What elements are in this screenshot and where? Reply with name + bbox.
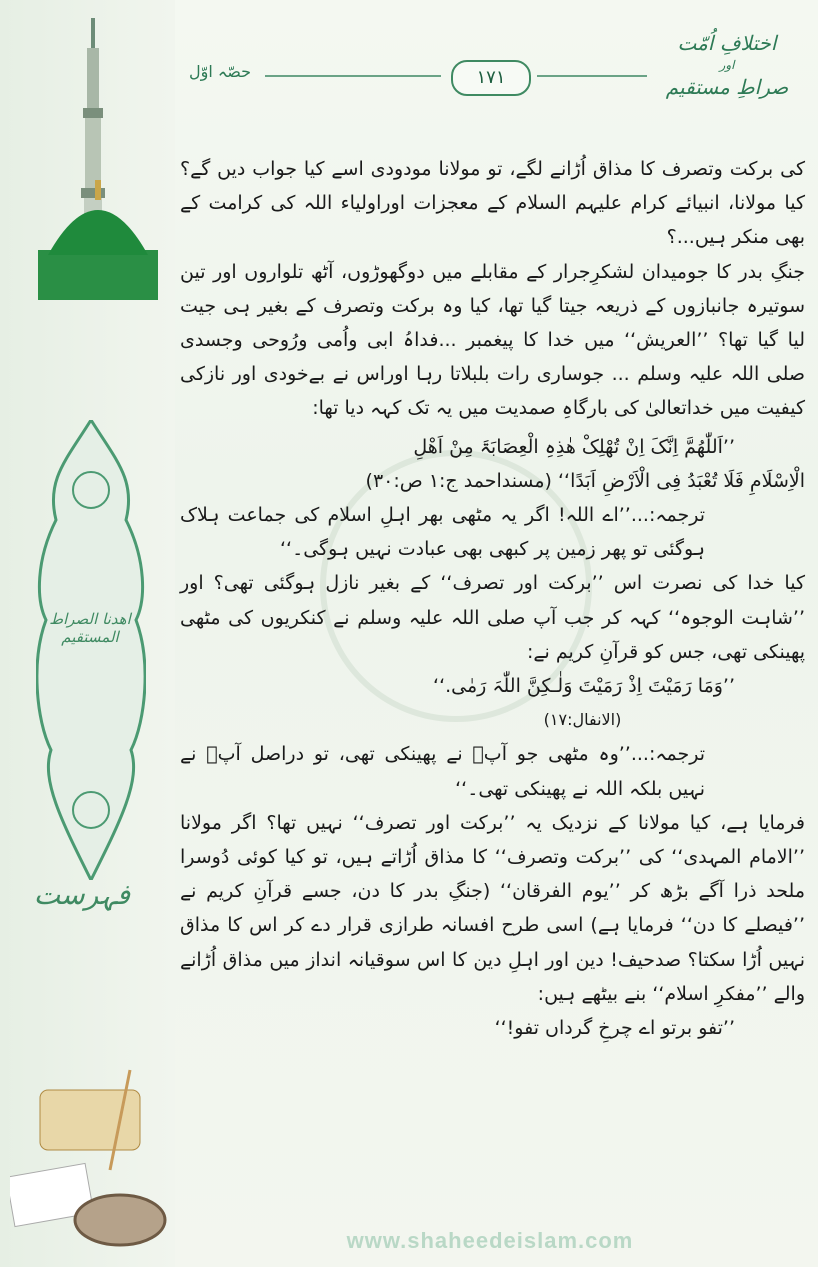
arabic-verse: ’’وَمَا رَمَیْتَ اِذْ رَمَیْتَ وَلٰـکِنَّ اللّٰہَ رَمٰی.‘‘ <box>433 675 735 698</box>
ornament-line-left <box>265 75 441 77</box>
closing-verse: ’’تفو برتو اے چرخِ گرداں تفو!‘‘ <box>494 1017 735 1040</box>
part-label: حصّہ اوّل <box>188 62 252 81</box>
panel-calligraphy: اهدنا الصراط المستقیم <box>49 610 131 646</box>
website-url[interactable]: www.shaheedeislam.com <box>346 1228 634 1253</box>
verse-reference: (الانفال:۱۷) <box>543 710 622 730</box>
paragraph: جنگِ بدر کا جومیدان لشکرِجرار کے مقابلے میں دوگھوڑوں، آٹھ تلواروں اور تین سوتیرہ جانبازوں کے ذریعہ جیتا گیا تھا، کیا وہ برکت وتصرف کے بغیر ہی جیت لیا گیا تھا؟ ’’العریش‘‘ میں خدا کا پیغمبر ...فداہُ ابی واُمی ورُوحی وجسدی صلی اللہ علیہ وسلم ... جوساری رات بلبلاتا رہا اوراس نے بےخودی اور نازکی کیفیت میں خداتعالیٰ کی بارگاہِ صمدیت میں یہ تک کہہ دیا تھا: <box>180 260 805 420</box>
green-dome-icon <box>28 180 168 300</box>
arabic-verse: الْاِسْلَامِ فَلَا تُعْبَدُ فِی الْاَرْضِ اَبَدًا‘‘ (مسنداحمد ج:۱ ص:۳۰) <box>365 469 805 492</box>
page-body <box>180 152 805 1045</box>
paragraph: فرمایا ہے، کیا مولانا کے نزدیک یہ ’’برکت اور تصرف‘‘ نہیں تھا؟ اگر مولانا ’’الامام المہدی‘‘ کی ’’برکت وتصرف‘‘ کا مذاق اُڑاتے ہیں، تو کیا کوئی دُوسرا ملحد ذرا آگے بڑھ کر ’’یوم الفرقان‘‘ (جنگِ بدر کا دن، جسے قرآنِ کریم نے ’’فیصلے کا دن‘‘ فرمایا ہے) اسی طرح افسانہ طرازی قرار دے کر اس کا مذاق نہیں اُڑا سکتا؟ صدحیف! دین اور اہلِ دین کا اس سوقیانہ انداز میں مذاق اُڑانے والے ’’مفکرِ اسلام‘‘ بنے بیٹھے ہیں: <box>180 811 805 1005</box>
page-number: ۱۷۱ <box>451 60 531 96</box>
page-header <box>175 20 815 130</box>
ornament-line-right <box>537 75 647 77</box>
arabic-verse: ’’اَللّٰھُمَّ اِنَّکَ اِنْ تُھْلِکْ ھٰذِہِ الْعِصَابَۃَ مِنْ اَھْلِ <box>413 435 735 458</box>
translation: ترجمہ:...’’اے اللہ! اگر یہ مٹھی بھر اہلِ اسلام کی جماعت ہلاک ہوگئی تو پھر زمین پر کبھی بھی عبادت نہیں ہوگی۔‘‘ <box>180 504 705 561</box>
book-title: اختلافِ اُمّت اور صراطِ مستقیم <box>665 31 789 99</box>
paragraph: کیا خدا کی نصرت اس ’’برکت اور تصرف‘‘ کے بغیر نازل ہوگئی تھی؟ اور ’’شاہت الوجوہ‘‘ کہہ کر جب آپ صلی اللہ علیہ وسلم نے کنکریوں کی مٹھی پھینکی تھی، جس کو قرآنِ کریم نے: <box>180 572 805 663</box>
sidebar <box>0 0 175 1267</box>
decorative-panel <box>36 420 146 880</box>
translation: ترجمہ:...’’وہ مٹھی جو آپؐ نے پھینکی تھی، تو دراصل آپؐ نے نہیں بلکہ اللہ نے پھینکی تھی۔‘‘ <box>180 743 705 800</box>
paragraph: کی برکت وتصرف کا مذاق اُڑانے لگے، تو مولانا مودودی اسے کیا جواب دیں گے؟ کیا مولانا، انبیائے کرام علیہم السلام کے معجزات اوراولیاء اللہ کی کرامت کے بھی منکر ہیں...؟ <box>180 158 805 249</box>
scroll-and-quill-icon <box>10 1060 170 1250</box>
index-link[interactable]: فہرست <box>33 878 130 911</box>
